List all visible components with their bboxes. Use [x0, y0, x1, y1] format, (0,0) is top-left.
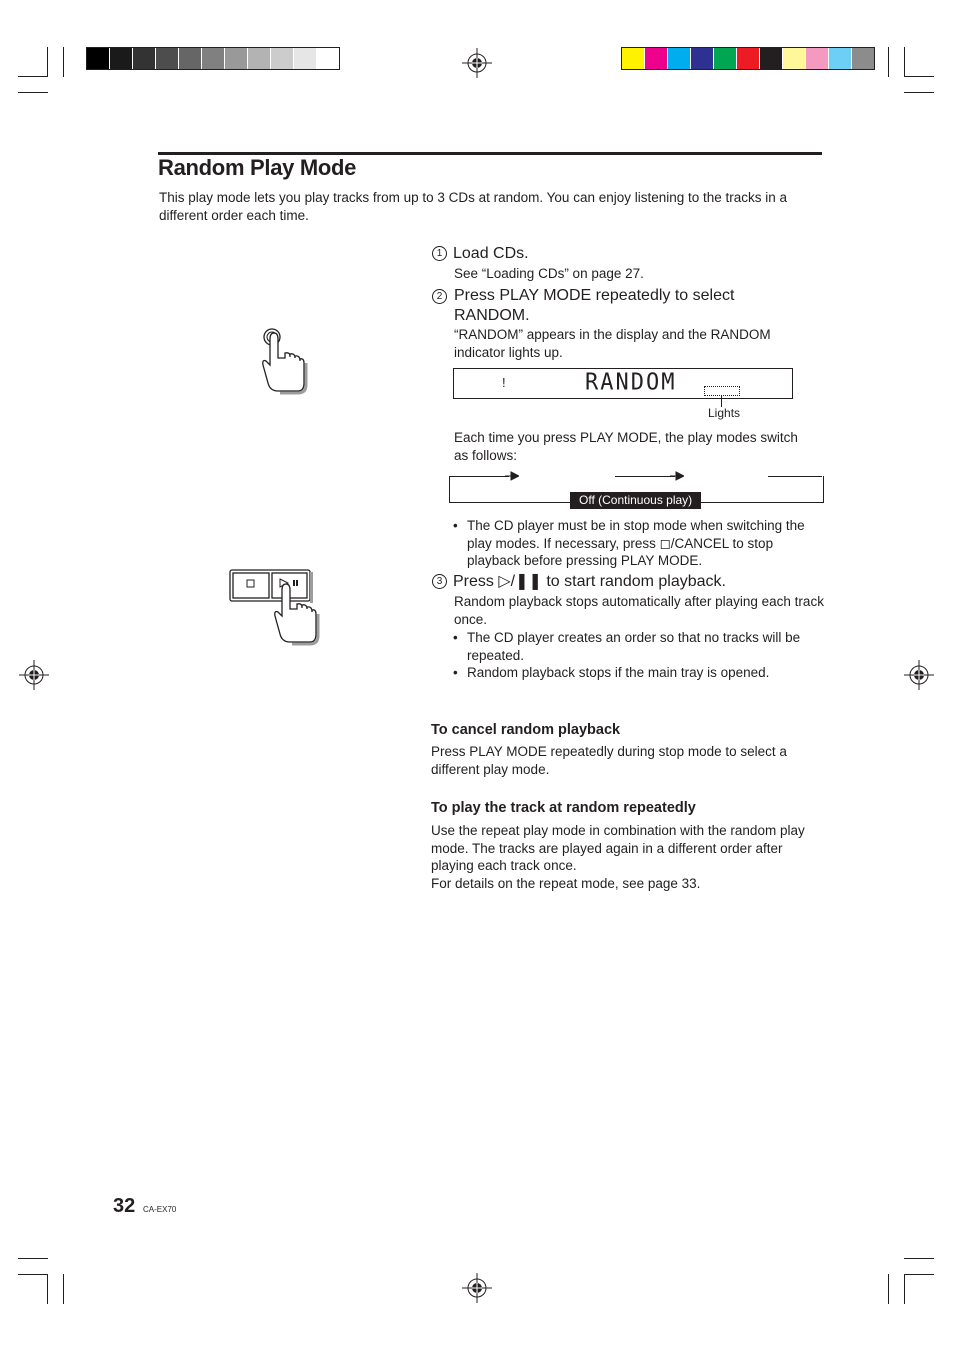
- registration-mark-icon: [462, 48, 492, 78]
- cd-display-panel: [453, 368, 793, 399]
- cancel-heading: To cancel random playback: [431, 722, 621, 738]
- switch-note: Each time you press PLAY MODE, the play modes switch as follows:: [454, 430, 798, 463]
- step-1-title: [432, 244, 529, 264]
- crop-mark: [904, 1274, 905, 1304]
- gray-swatch: [155, 48, 178, 69]
- mode-line: [615, 476, 675, 477]
- page-title: Random Play Mode: [158, 155, 357, 180]
- display-random-text: RANDOM: [585, 369, 677, 396]
- gray-swatch: [224, 48, 247, 69]
- repeat-heading: To play the track at random repeatedly: [431, 800, 696, 816]
- gray-swatch: [109, 48, 132, 69]
- crop-mark: [47, 1274, 48, 1304]
- color-swatch: [782, 48, 805, 69]
- crop-mark: [904, 47, 905, 77]
- step-2-text: Press PLAY MODE repeatedly to select RANDOM.: [454, 287, 735, 324]
- arrow-right-icon: [670, 471, 684, 481]
- color-swatch: [713, 48, 736, 69]
- crop-mark: [904, 76, 934, 77]
- bullet-stop-mode: • The CD player must be in stop mode when switching the play modes. If necessary, press ◻/CANCEL to stop playback before pressing PLAY MODE.: [453, 517, 827, 570]
- crop-mark: [904, 1274, 934, 1275]
- bullet-order: • The CD player creates an order so that no tracks will be repeated.: [453, 629, 827, 664]
- bullet-tray: • Random playback stops if the main tray is opened.: [453, 664, 827, 682]
- display-indicator: !: [502, 375, 506, 390]
- repeat-text: Use the repeat play mode in combination with the random play mode. The tracks are played again in a different order after playing each track once.: [431, 823, 805, 873]
- registration-mark-icon: [462, 1273, 492, 1303]
- intro-text: This play mode lets you play tracks from up to 3 CDs at random. You can enjoy listening to the tracks in a different order each time.: [159, 190, 788, 223]
- lights-label: Lights: [708, 406, 741, 420]
- repeat-text-details: For details on the repeat mode, see page 33.: [431, 876, 701, 891]
- step-3-text: Press ▷/❚❚ to start random playback.: [453, 573, 726, 590]
- step-number: 1: [432, 246, 447, 261]
- step-2-note: “RANDOM” appears in the display and the RANDOM indicator lights up.: [454, 327, 771, 360]
- gray-swatch: [247, 48, 270, 69]
- registration-mark-icon: [904, 660, 934, 690]
- color-swatch: [759, 48, 782, 69]
- step-3-title: [432, 572, 726, 592]
- crop-mark: [888, 47, 889, 77]
- color-swatch: [667, 48, 690, 69]
- step-3-note: Random playback stops automatically after playing each track once.: [454, 594, 824, 627]
- gray-swatch: [132, 48, 155, 69]
- color-swatch: [851, 48, 874, 69]
- off-continuous-label: Off (Continuous play): [570, 492, 701, 509]
- random-indicator: [704, 386, 740, 396]
- button-press-illustration: [228, 568, 328, 646]
- mode-line: [768, 476, 822, 477]
- crop-mark: [18, 92, 48, 93]
- cancel-text: Press PLAY MODE repeatedly during stop mode to select a different play mode.: [431, 744, 787, 777]
- mode-line: [449, 476, 509, 477]
- crop-mark: [904, 1258, 934, 1259]
- step-number: 3: [432, 574, 447, 589]
- registration-mark-icon: [19, 660, 49, 690]
- color-swatch: [622, 48, 644, 69]
- crop-mark: [18, 76, 48, 77]
- color-swatch: [644, 48, 667, 69]
- color-swatch: [690, 48, 713, 69]
- gray-swatch: [293, 48, 316, 69]
- crop-mark: [63, 1274, 64, 1304]
- crop-mark: [63, 47, 64, 77]
- gray-swatch: [87, 48, 109, 69]
- step-2-title: [432, 286, 792, 326]
- step-1-text: Load CDs.: [453, 245, 529, 262]
- gray-swatch: [201, 48, 224, 69]
- crop-mark: [47, 47, 48, 77]
- color-bar: [621, 47, 875, 70]
- color-swatch: [736, 48, 759, 69]
- arrow-right-icon: [505, 471, 519, 481]
- grayscale-bar: [86, 47, 340, 70]
- crop-mark: [18, 1258, 48, 1259]
- color-swatch: [805, 48, 828, 69]
- step-1-note: See “Loading CDs” on page 27.: [454, 266, 644, 281]
- crop-mark: [18, 1274, 48, 1275]
- page-number: 32: [113, 1195, 136, 1217]
- gray-swatch: [270, 48, 293, 69]
- hand-press-icon: [258, 325, 310, 395]
- gray-swatch: [316, 48, 339, 69]
- color-swatch: [828, 48, 851, 69]
- crop-mark: [888, 1274, 889, 1304]
- gray-swatch: [178, 48, 201, 69]
- model-number: CA-EX70: [143, 1205, 177, 1214]
- step-number: 2: [432, 289, 447, 304]
- crop-mark: [904, 92, 934, 93]
